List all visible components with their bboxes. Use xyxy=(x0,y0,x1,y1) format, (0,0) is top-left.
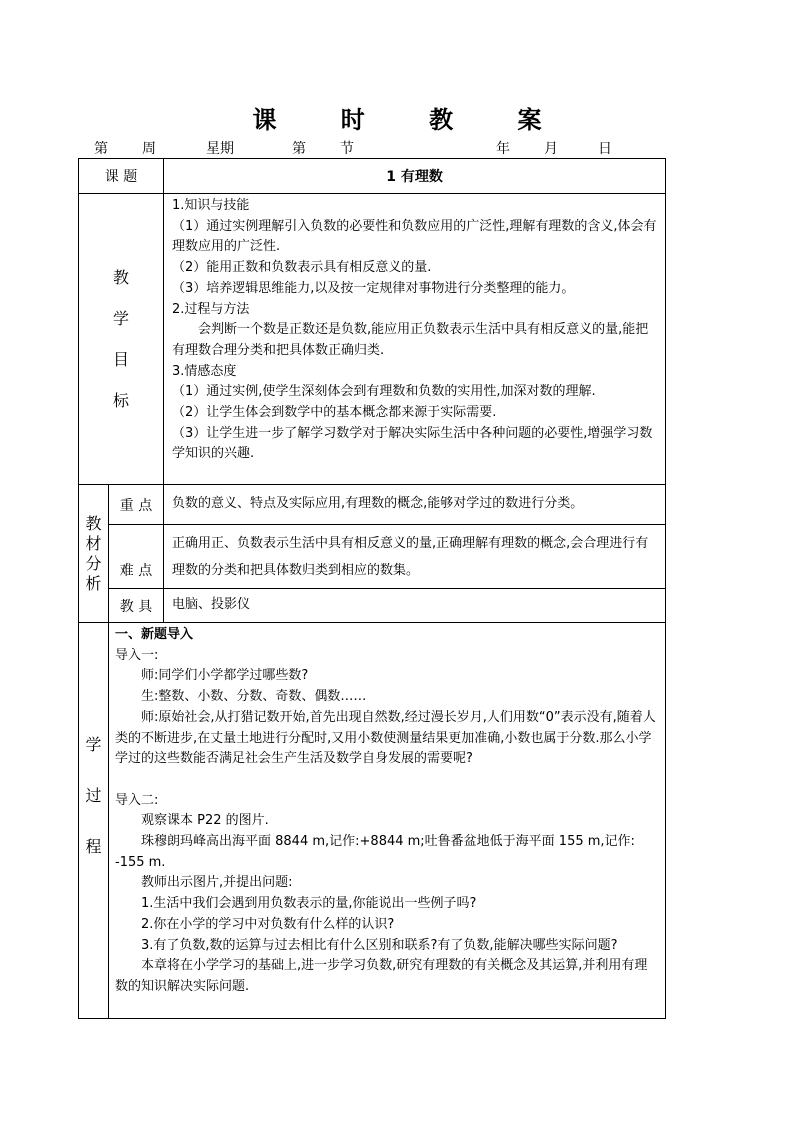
topic-label: 课 题 xyxy=(79,159,164,194)
intro2-line: 教师出示图片,并提出问题: xyxy=(141,875,293,891)
objectives-line: （2）让学生体会到数学中的基本概念都来源于实际需要. xyxy=(172,405,497,421)
page-title: 课 时 教 案 xyxy=(252,106,570,134)
difficult-point-value: 正确用正、负数表示生活中具有相反意义的量,正确理解有理数的概念,会合理进行有理数的分类和把具体数归类到相应的数集。 xyxy=(164,525,666,589)
objectives-line: （3）让学生进一步了解学习数学对于解决实际生活中各种问题的必要性,增强学习数学知识的兴趣. xyxy=(172,425,653,462)
intro2-line: 3.有了负数,数的运算与过去相比有什么区别和联系?有了负数,能解决哪些实际问题? xyxy=(141,937,618,953)
intro2-line: 1.生活中我们会遇到用负数表示的量,你能说出一些例子吗? xyxy=(141,896,477,912)
intro2-line: 本章将在小学学习的基础上,进一步学习负数,研究有理数的有关概念及其运算,并利用有理数的知识解决实际问题. xyxy=(115,958,648,994)
objectives-line: （3）培养逻辑思维能力,以及按一定规律对事物进行分类整理的能力。 xyxy=(172,280,575,296)
objectives-line: 3.情感态度 xyxy=(172,363,237,379)
intro1-title: 导入一: xyxy=(115,647,159,663)
section-label-a: 第 xyxy=(292,141,306,157)
analysis-label-char: 材 xyxy=(85,533,102,553)
intro1-line: 师:原始社会,从打猎记数开始,首先出现自然数,经过漫长岁月,人们用数“0”表示没有,随着人类的不断进步,在丈量土地进行分配时,又用小数使测量结果更加准确,小数也属于分数.那么小学学过的这些数能否满足社会生产生活及数学自身发展的需要呢? xyxy=(115,709,656,767)
objectives-label xyxy=(79,194,164,485)
date-header xyxy=(78,138,664,160)
week-label-b: 周 xyxy=(142,141,156,157)
topic-row xyxy=(79,159,666,194)
tools-row xyxy=(79,589,666,623)
intro2-line: 观察课本 P22 的图片. xyxy=(141,813,269,829)
analysis-label-char: 教 xyxy=(85,513,102,533)
intro2-line: 珠穆朗玛峰高出海平面 8844 m,记作:+8844 m;吐鲁番盆地低于海平面 155 m,记作: -155 m. xyxy=(115,834,635,870)
section-label-b: 节 xyxy=(340,141,354,157)
process-label xyxy=(79,623,109,1019)
process-content xyxy=(109,623,666,1019)
weekday-label: 星期 xyxy=(206,141,234,157)
intro1-line: 师:同学们小学都学过哪些数? xyxy=(141,668,309,684)
blank-line xyxy=(115,770,659,791)
objectives-label-char: 学 xyxy=(113,309,130,328)
key-point-label: 重 点 xyxy=(109,485,164,525)
day-label: 日 xyxy=(598,141,612,157)
difficult-point-label: 难 点 xyxy=(109,525,164,589)
difficult-point-row xyxy=(79,525,666,589)
month-label: 月 xyxy=(544,141,558,157)
objectives-line: （1）通过实例理解引入负数的必要性和负数应用的广泛性,理解有理数的含义,体会有理数应用的广泛性. xyxy=(172,218,657,255)
objectives-row xyxy=(79,194,666,485)
objectives-label-char: 教 xyxy=(113,268,130,287)
process-label-char: 学 xyxy=(85,735,102,754)
key-point-value: 负数的意义、特点及实际应用,有理数的概念,能够对学过的数进行分类。 xyxy=(164,485,666,525)
key-point-row xyxy=(79,485,666,525)
intro2-title: 导入二: xyxy=(115,792,159,808)
objectives-line: （2）能用正数和负数表示具有相反意义的量. xyxy=(172,260,432,276)
lesson-plan-table xyxy=(78,158,666,1019)
objectives-line: 2.过程与方法 xyxy=(172,301,250,317)
tools-label: 教 具 xyxy=(109,589,164,623)
objectives-line: 1.知识与技能 xyxy=(172,198,250,213)
analysis-label-char: 分 xyxy=(85,553,102,573)
analysis-label xyxy=(79,485,109,623)
process-label-char: 过 xyxy=(85,786,102,805)
topic-value: 1 有理数 xyxy=(164,159,666,194)
process-heading: 一、新题导入 xyxy=(115,627,194,642)
process-row xyxy=(79,623,666,1019)
objectives-label-char: 标 xyxy=(113,391,130,410)
objectives-content xyxy=(164,194,666,485)
objectives-line: （1）通过实例,使学生深刻体会到有理数和负数的实用性,加深对数的理解. xyxy=(172,384,596,400)
intro1-line: 生:整数、小数、分数、奇数、偶数…… xyxy=(141,689,367,705)
process-label-char: 程 xyxy=(85,837,102,856)
analysis-label-char: 析 xyxy=(85,573,102,593)
objectives-label-char: 目 xyxy=(113,350,130,369)
objectives-line: 会判断一个数是正数还是负数,能应用正负数表示生活中具有相反意义的量,能把有理数合理分类和把具体数正确归类. xyxy=(172,322,649,358)
intro2-line: 2.你在小学的学习中对负数有什么样的认识? xyxy=(141,916,395,932)
tools-value: 电脑、投影仪 xyxy=(164,589,666,623)
week-label-a: 第 xyxy=(94,141,108,157)
year-label: 年 xyxy=(496,141,510,157)
